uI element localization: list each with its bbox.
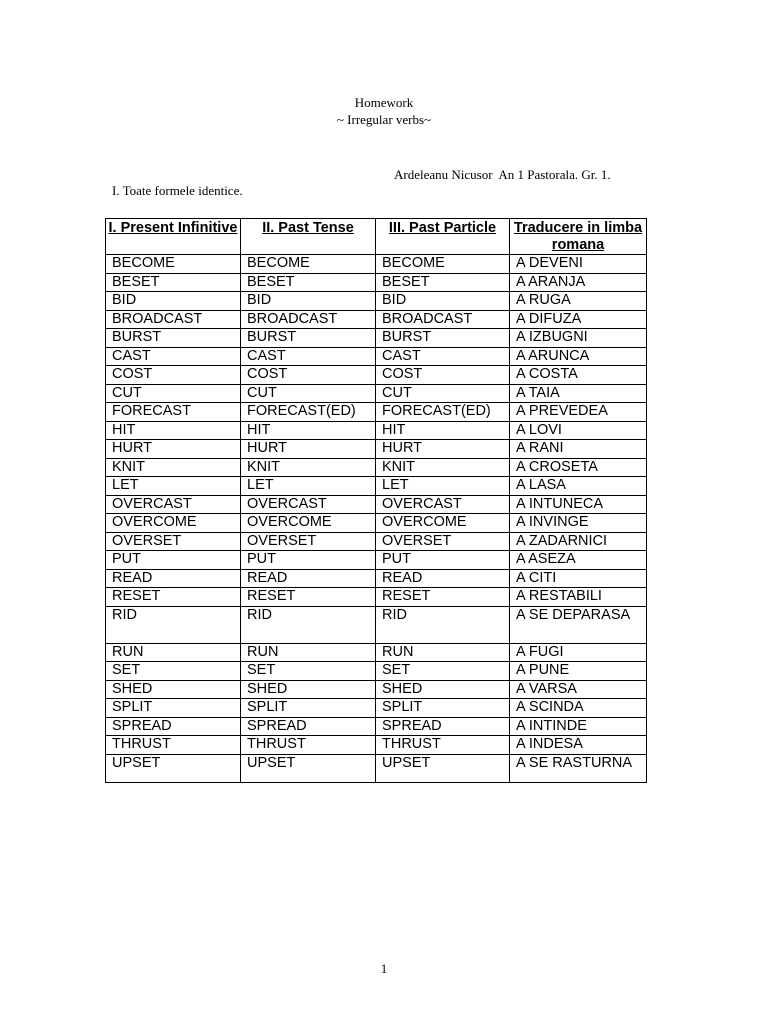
table-cell: RESET — [241, 588, 376, 607]
table-cell: HIT — [106, 421, 241, 440]
table-cell: OVERCOME — [106, 514, 241, 533]
table-cell: A RUGA — [510, 292, 647, 311]
table-row — [106, 643, 647, 662]
table-cell: A VARSA — [510, 680, 647, 699]
table-cell: READ — [241, 569, 376, 588]
table-cell: SHED — [376, 680, 510, 699]
table-cell: HURT — [106, 440, 241, 459]
table-cell: A IZBUGNI — [510, 329, 647, 348]
table-cell: SET — [376, 662, 510, 681]
table-cell: RID — [376, 606, 510, 643]
table-cell: A FUGI — [510, 643, 647, 662]
table-cell: A LOVI — [510, 421, 647, 440]
table-cell: A COSTA — [510, 366, 647, 385]
table-cell: A SE RASTURNA — [510, 754, 647, 782]
table-row — [106, 606, 647, 643]
table-row — [106, 255, 647, 274]
table-cell: SHED — [241, 680, 376, 699]
table-cell: A ARANJA — [510, 273, 647, 292]
table-cell: SET — [241, 662, 376, 681]
table-cell: RUN — [241, 643, 376, 662]
table-cell: BID — [106, 292, 241, 311]
table-row — [106, 458, 647, 477]
table-cell: A SE DEPARASA — [510, 606, 647, 643]
table-cell: KNIT — [241, 458, 376, 477]
table-row — [106, 440, 647, 459]
table-cell: A INDESA — [510, 736, 647, 755]
table-cell: BID — [241, 292, 376, 311]
table-cell: RID — [241, 606, 376, 643]
table-cell: CUT — [241, 384, 376, 403]
table-cell: RESET — [376, 588, 510, 607]
table-cell: SPLIT — [106, 699, 241, 718]
table-cell: THRUST — [376, 736, 510, 755]
document-subtitle: ~ Irregular verbs~ — [336, 112, 432, 127]
table-cell: OVERCOME — [241, 514, 376, 533]
irregular-verbs-table — [105, 218, 647, 783]
table-cell: A PUNE — [510, 662, 647, 681]
table-cell: A ARUNCA — [510, 347, 647, 366]
table-cell: A RANI — [510, 440, 647, 459]
table-cell: BECOME — [241, 255, 376, 274]
table-cell: READ — [106, 569, 241, 588]
table-cell: UPSET — [376, 754, 510, 782]
table-row — [106, 736, 647, 755]
table-row — [106, 754, 647, 782]
table-cell: A DEVENI — [510, 255, 647, 274]
table-row — [106, 532, 647, 551]
table-cell: PUT — [241, 551, 376, 570]
table-row — [106, 717, 647, 736]
table-cell: A LASA — [510, 477, 647, 496]
table-cell: A INVINGE — [510, 514, 647, 533]
column-header-translation: Traducere in limba romana — [510, 219, 647, 255]
table-cell: OVERSET — [376, 532, 510, 551]
table-row — [106, 514, 647, 533]
table-cell: BESET — [376, 273, 510, 292]
table-cell: CUT — [376, 384, 510, 403]
table-cell: BROADCAST — [241, 310, 376, 329]
table-row — [106, 273, 647, 292]
table-cell: RESET — [106, 588, 241, 607]
table-row — [106, 366, 647, 385]
table-row — [106, 699, 647, 718]
table-cell: OVERCOME — [376, 514, 510, 533]
table-cell: SPREAD — [106, 717, 241, 736]
table-cell: FORECAST — [106, 403, 241, 422]
table-cell: KNIT — [376, 458, 510, 477]
table-row — [106, 292, 647, 311]
table-cell: RUN — [376, 643, 510, 662]
table-row — [106, 421, 647, 440]
table-cell: BECOME — [106, 255, 241, 274]
table-cell: CAST — [376, 347, 510, 366]
table-cell: COST — [106, 366, 241, 385]
table-cell: HURT — [376, 440, 510, 459]
table-cell: UPSET — [241, 754, 376, 782]
table-cell: CAST — [241, 347, 376, 366]
table-cell: A PREVEDEA — [510, 403, 647, 422]
table-row — [106, 680, 647, 699]
table-cell: FORECAST(ED) — [241, 403, 376, 422]
table-row — [106, 569, 647, 588]
table-row — [106, 329, 647, 348]
table-cell: BESET — [241, 273, 376, 292]
table-row — [106, 347, 647, 366]
author-line: Ardeleanu Nicusor An 1 Pastorala. Gr. 1. — [394, 167, 611, 182]
table-cell: LET — [376, 477, 510, 496]
table-row — [106, 477, 647, 496]
table-cell: A ASEZA — [510, 551, 647, 570]
table-cell: HIT — [241, 421, 376, 440]
table-cell: LET — [241, 477, 376, 496]
table-cell: CAST — [106, 347, 241, 366]
table-cell: BESET — [106, 273, 241, 292]
table-cell: A CITI — [510, 569, 647, 588]
table-cell: SPREAD — [241, 717, 376, 736]
table-cell: BROADCAST — [376, 310, 510, 329]
table-row — [106, 384, 647, 403]
table-cell: THRUST — [106, 736, 241, 755]
table-cell: SET — [106, 662, 241, 681]
table-cell: BROADCAST — [106, 310, 241, 329]
table-cell: PUT — [376, 551, 510, 570]
table-cell: SPLIT — [376, 699, 510, 718]
table-cell: SHED — [106, 680, 241, 699]
table-cell: A TAIA — [510, 384, 647, 403]
table-cell: KNIT — [106, 458, 241, 477]
table-cell: A ZADARNICI — [510, 532, 647, 551]
table-row — [106, 403, 647, 422]
table-cell: A RESTABILI — [510, 588, 647, 607]
table-row — [106, 662, 647, 681]
table-cell: OVERCAST — [106, 495, 241, 514]
table-cell: OVERCAST — [241, 495, 376, 514]
table-cell: OVERSET — [106, 532, 241, 551]
table-cell: RUN — [106, 643, 241, 662]
table-cell: COST — [241, 366, 376, 385]
column-header-past-particle: III. Past Particle — [376, 219, 510, 255]
table-cell: BURST — [241, 329, 376, 348]
section-note: I. Toate formele identice. — [112, 183, 243, 198]
table-cell: CUT — [106, 384, 241, 403]
table-row — [106, 588, 647, 607]
column-header-present-infinitive: I. Present Infinitive — [106, 219, 241, 255]
table-cell: LET — [106, 477, 241, 496]
table-row — [106, 551, 647, 570]
table-cell: THRUST — [241, 736, 376, 755]
table-cell: A INTUNECA — [510, 495, 647, 514]
table-cell: A SCINDA — [510, 699, 647, 718]
table-cell: READ — [376, 569, 510, 588]
table-cell: PUT — [106, 551, 241, 570]
table-cell: OVERCAST — [376, 495, 510, 514]
table-cell: COST — [376, 366, 510, 385]
table-cell: BURST — [106, 329, 241, 348]
table-cell: SPREAD — [376, 717, 510, 736]
table-cell: FORECAST(ED) — [376, 403, 510, 422]
document-title: Homework — [354, 95, 414, 110]
table-row — [106, 495, 647, 514]
table-cell: BURST — [376, 329, 510, 348]
table-cell: BECOME — [376, 255, 510, 274]
table-cell: A CROSETA — [510, 458, 647, 477]
table-cell: HIT — [376, 421, 510, 440]
table-cell: RID — [106, 606, 241, 643]
table-cell: HURT — [241, 440, 376, 459]
page-number: 1 — [380, 961, 388, 976]
table-cell: OVERSET — [241, 532, 376, 551]
table-cell: SPLIT — [241, 699, 376, 718]
table-row — [106, 310, 647, 329]
column-header-past-tense: II. Past Tense — [241, 219, 376, 255]
table-cell: UPSET — [106, 754, 241, 782]
table-cell: A INTINDE — [510, 717, 647, 736]
table-header-row — [106, 219, 647, 255]
table-cell: BID — [376, 292, 510, 311]
table-cell: A DIFUZA — [510, 310, 647, 329]
